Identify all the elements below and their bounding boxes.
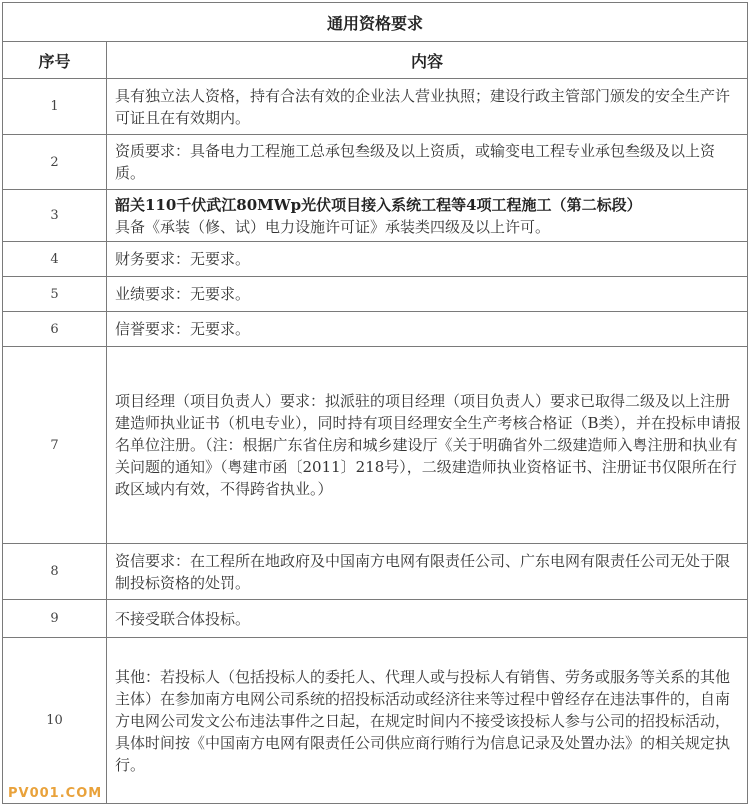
table-row [3,135,748,190]
header-content: 内容 [107,42,748,79]
header-index: 序号 [3,42,107,79]
row-index: 3 [3,190,107,242]
watermark-logo: PV001.COM [8,786,103,801]
row-content: 信誉要求：无要求。 [107,312,748,347]
row-content: 业绩要求：无要求。 [107,277,748,312]
table-row [3,600,748,638]
row-index: 2 [3,135,107,190]
row-index: 6 [3,312,107,347]
row-content: 财务要求：无要求。 [107,242,748,277]
table-row [3,277,748,312]
row-content: 具有独立法人资格，持有合法有效的企业法人营业执照；建设行政主管部门颁发的安全生产许可证且在有效期内。 [107,79,748,135]
table-row [3,312,748,347]
qualification-table [2,2,748,804]
row-content: 资质要求：具备电力工程施工总承包叁级及以上资质，或输变电工程专业承包叁级及以上资质。 [107,135,748,190]
table-row [3,347,748,544]
table-row [3,638,748,804]
table-row [3,190,748,242]
row-index: 4 [3,242,107,277]
row-index: 5 [3,277,107,312]
table-row [3,544,748,600]
header-row [3,42,748,79]
table-title-row [3,3,748,42]
table-row [3,79,748,135]
row-content: 不接受联合体投标。 [107,600,748,638]
row-content: 资信要求：在工程所在地政府及中国南方电网有限责任公司、广东电网有限责任公司无处于限制投标资格的处罚。 [107,544,748,600]
row-content: 项目经理（项目负责人）要求：拟派驻的项目经理（项目负责人）要求已取得二级及以上注册建造师执业证书（机电专业），同时持有项目经理安全生产考核合格证（B类），并在投标申请报名单位注册。（注：根据广东省住房和城乡建设厅《关于明确省外二级建造师入粤注册和执业有关问题的通知》（粤建市函〔2011〕218号），二级建造师执业资格证书、注册证书仅限所在行政区域内有效，不得跨省执业。） [107,347,748,544]
row-index: 10 [3,638,107,804]
row-content [107,190,748,242]
row-content: 其他：若投标人（包括投标人的委托人、代理人或与投标人有销售、劳务或服务等关系的其他主体）在参加南方电网公司系统的招投标活动或经济往来等过程中曾经存在违法事件的，自南方电网公司发文公布违法事件之日起，在规定时间内不接受该投标人参与公司的招投标活动，具体时间按《中国南方电网有限责任公司供应商行贿行为信息记录及处置办法》的相关规定执行。 [107,638,748,804]
row-text: 具备《承装（修、试）电力设施许可证》承装类四级及以上许可。 [115,217,551,236]
table-row [3,242,748,277]
row-index: 8 [3,544,107,600]
table-title: 通用资格要求 [3,3,748,42]
row-index: 1 [3,79,107,135]
row-index: 9 [3,600,107,638]
row-index: 7 [3,347,107,544]
row-project-title: 韶关110千伏武江80MWp光伏项目接入系统工程等4项工程施工（第二标段） [115,195,642,214]
